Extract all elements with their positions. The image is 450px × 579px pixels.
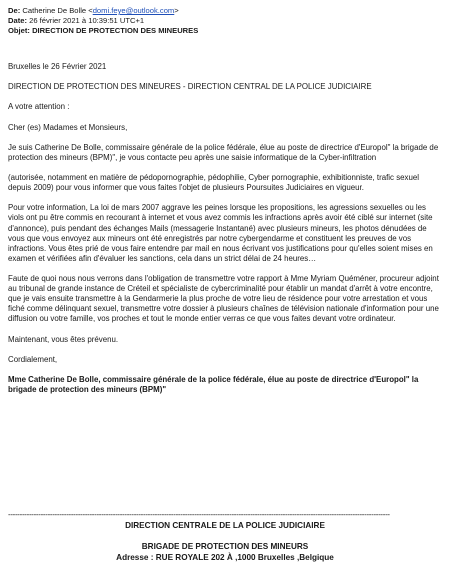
- from-line: [8, 6, 198, 16]
- from-email-link[interactable]: domi.feye@outlook.com: [92, 6, 175, 15]
- date-line: [8, 16, 198, 26]
- from-name: Catherine De Bolle: [22, 6, 87, 15]
- paragraph-threat: Faute de quoi nous nous verrons dans l'obligation de transmettre votre rapport à Mme Myriam Quéméner, procureur adjoint au tribunal de grande instance de Créteil et spécialiste de cybercriminalité pour établir un mandat d'arrêt à votre encontre, que je vais ensuite transmettre à la Gendarmerie la plus proche de votre lieu de résidence pour votre arrestation et vous fiché comme délinquant sexuel, transmettre votre dossier à plusieurs chaînes de télévision nationale d'information pour une diffusion ou votre famille, vos proches et tout le monde entier verras ce que vous faites devant votre ordinateur.: [8, 273, 439, 324]
- letter-heading: DIRECTION DE PROTECTION DES MINEURES - DIRECTION CENTRAL DE LA POLICE JUDICIAIRE: [8, 82, 372, 92]
- footer-brigade: BRIGADE DE PROTECTION DES MINEURS: [141, 542, 309, 551]
- paragraph-law: Pour votre information, La loi de mars 2007 aggrave les peines lorsque les propositions, les agressions sexuelles ou les viols ont pu être commis en recourant à internet et vous avez commis les infractions après avoir été ciblé sur internet (site d'annonce), puis pendant des échanges Mails (messagerie Instantané) avec plusieurs mineurs, les photos dénudées de vous que vous envoyez aux mineurs ont été enregistrés par notre cybergendarme et constituent les preuves de vos infractions. Vous êtes prié de vous faire entendre par mail en nous écrivant vos justifications pour qu'elles soient mises en examen et vérifiées afin d'évaluer les sanctions, cela dans un strict délai de 24 heures…: [8, 203, 433, 263]
- greeting: Cher (es) Madames et Monsieurs,: [8, 122, 128, 132]
- email-bracket-open: <: [88, 6, 93, 15]
- separator-line: --------------------------------------------------------------------------------------------------------------------------------------------------------------------: [8, 510, 390, 519]
- signature: Mme Catherine De Bolle, commissaire générale de la police fédérale, élue au poste de directrice d'Europol" la brigade de protection des mineurs (BPM)": [8, 374, 419, 394]
- place-date: Bruxelles le 26 Février 2021: [8, 62, 107, 71]
- paragraph-warning: Maintenant, vous êtes prévenu.: [8, 334, 119, 344]
- subject-value: DIRECTION DE PROTECTION DES MINEURES: [32, 26, 199, 35]
- email-body: [8, 62, 442, 395]
- subject-label: Objet:: [8, 26, 30, 35]
- paragraph-intro: Je suis Catherine De Bolle, commissaire générale de la police fédérale, élue au poste de directrice d'Europol" la brigade de protection des mineurs (BPM)", je vous contacte peu après une saisie informatique de la Cyber-infiltration: [8, 142, 439, 162]
- closing: Cordialement,: [8, 354, 58, 364]
- email-bracket-close: >: [174, 6, 179, 15]
- date-value: 26 février 2021 à 10:39:51 UTC+1: [29, 16, 145, 25]
- attention-line: A votre attention :: [8, 102, 70, 112]
- date-label: Date:: [8, 16, 27, 25]
- subject-line: [8, 26, 198, 36]
- footer-department: DIRECTION CENTRALE DE LA POLICE JUDICIAIRE: [125, 521, 325, 530]
- footer-address: Adresse : RUE ROYALE 202 À ,1000 Bruxelles ,Belgique: [116, 553, 334, 562]
- email-header: [8, 6, 198, 36]
- from-label: De:: [8, 6, 21, 15]
- paragraph-charges: (autorisée, notamment en matière de pédopornographie, pédophilie, Cyber pornographie, exhibitionniste, trafic sexuel depuis 2009) pour vous informer que vous faites l'objet de plusieurs Poursuites Judiciaires en vigueur.: [8, 173, 420, 193]
